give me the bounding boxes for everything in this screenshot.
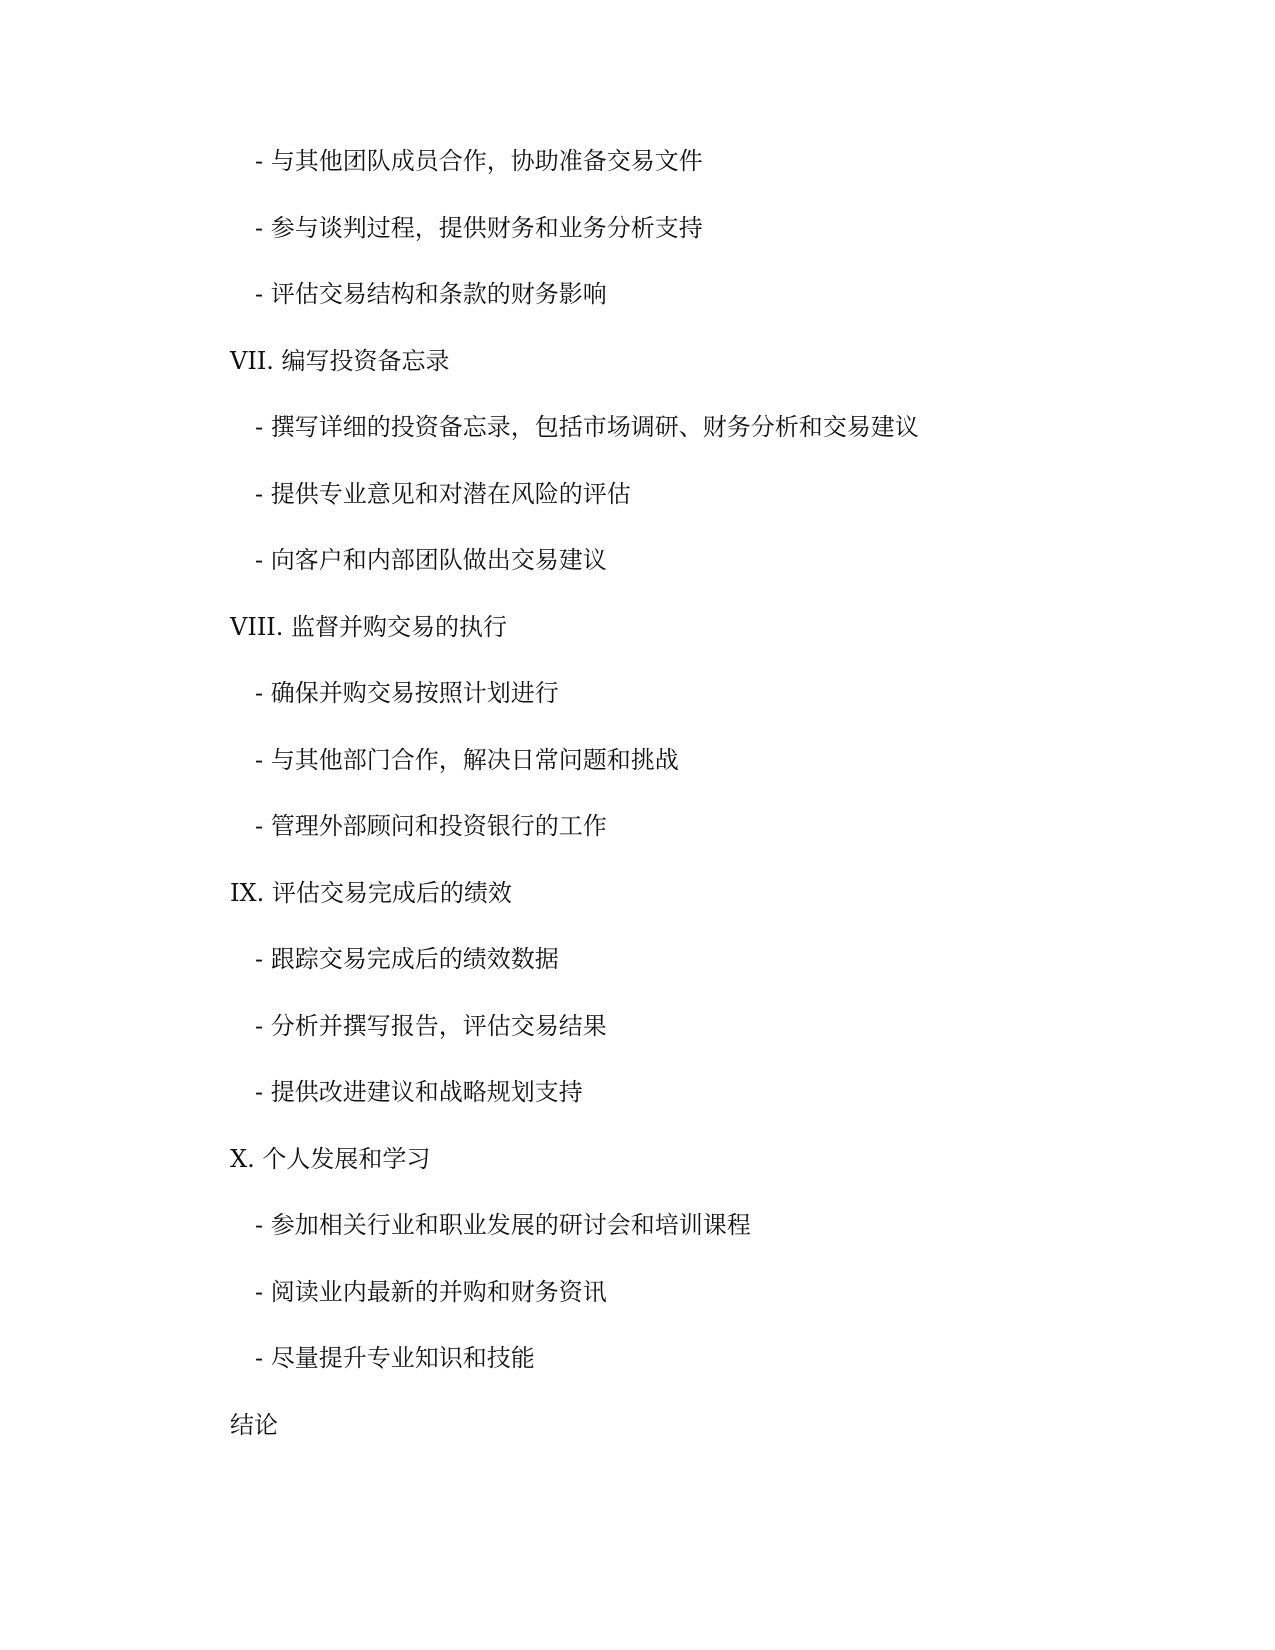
document-body [230,144,1130,1474]
bullet-item: - 与其他部门合作，解决日常问题和挑战 [255,745,679,774]
bullet-item: - 与其他团队成员合作，协助准备交易文件 [255,147,703,175]
bullet-item: - 确保并购交易按照计划进行 [255,679,559,707]
bullet-item: - 管理外部顾问和投资银行的工作 [255,812,607,840]
bullet-item: - 向客户和内部团队做出交易建议 [255,546,607,574]
bullet-item: - 尽量提升专业知识和技能 [255,1344,535,1372]
section-heading-x: X. 个人发展和学习 [230,1144,431,1173]
bullet-item: - 分析并撰写报告，评估交易结果 [255,1011,607,1040]
bullet-item: - 阅读业内最新的并购和财务资讯 [255,1277,607,1306]
section-heading-vii: VII. 编写投资备忘录 [230,346,450,375]
bullet-item: - 参与谈判过程，提供财务和业务分析支持 [255,213,703,242]
bullet-item: - 参加相关行业和职业发展的研讨会和培训课程 [255,1211,751,1239]
section-heading-viii: VIII. 监督并购交易的执行 [230,612,508,641]
section-heading-ix: IX. 评估交易完成后的绩效 [230,878,512,907]
bullet-item: - 撰写详细的投资备忘录，包括市场调研、财务分析和交易建议 [255,413,919,441]
bullet-item: - 评估交易结构和条款的财务影响 [255,280,607,308]
bullet-item: - 跟踪交易完成后的绩效数据 [255,945,559,973]
bullet-item: - 提供改进建议和战略规划支持 [255,1078,583,1106]
section-heading-conclusion: 结论 [230,1410,278,1439]
bullet-item: - 提供专业意见和对潜在风险的评估 [255,479,631,508]
